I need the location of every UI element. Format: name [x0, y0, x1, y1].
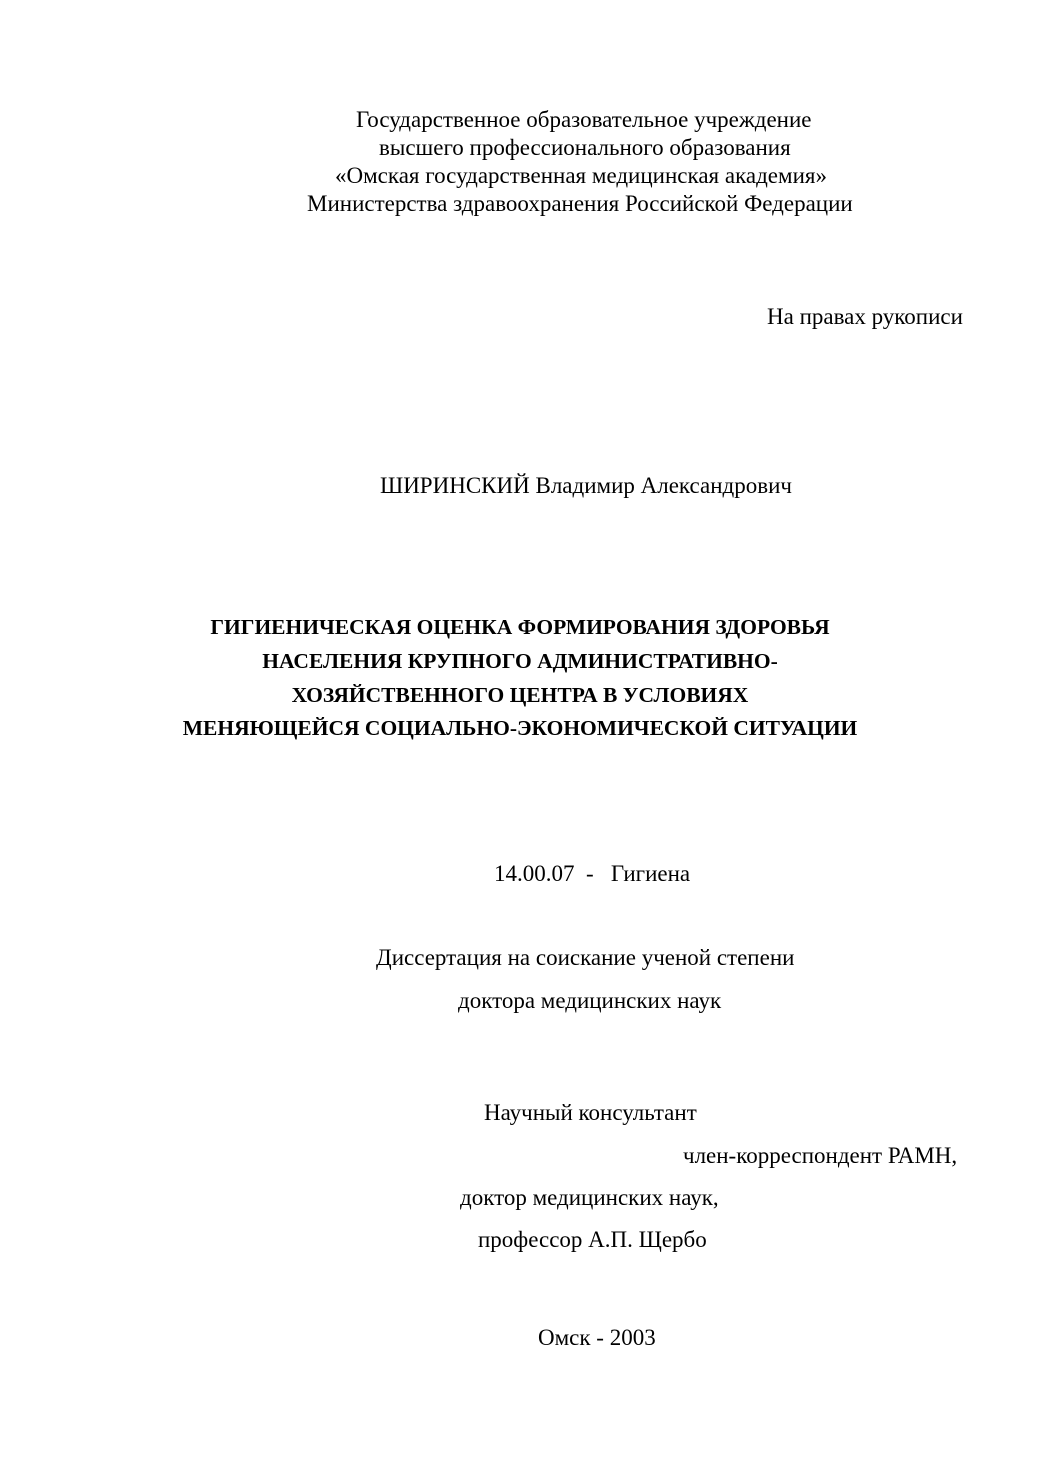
manuscript-note: На правах рукописи — [767, 304, 963, 329]
place-year: Омск - 2003 — [538, 1325, 656, 1350]
consultant-line-3: профессор А.П. Щербо — [478, 1227, 707, 1252]
title-line-4: МЕНЯЮЩЕЙСЯ СОЦИАЛЬНО-ЭКОНОМИЧЕСКОЙ СИТУАЦИИ — [182, 716, 858, 740]
degree-line-1: Диссертация на соискание ученой степени — [376, 945, 795, 970]
consultant-line-1: член-корреспондент РАМН, — [683, 1143, 958, 1168]
title-line-1: ГИГИЕНИЧЕСКАЯ ОЦЕНКА ФОРМИРОВАНИЯ ЗДОРОВЬЯ — [210, 615, 830, 639]
consultant-line-2: доктор медицинских наук, — [460, 1185, 719, 1210]
author-name: ШИРИНСКИЙ Владимир Александрович — [380, 473, 792, 498]
title-line-2: НАСЕЛЕНИЯ КРУПНОГО АДМИНИСТРАТИВНО- — [262, 649, 778, 673]
institution-line-3: «Омская государственная медицинская академия» — [335, 163, 827, 188]
institution-line-1: Государственное образовательное учреждение — [356, 107, 812, 132]
specialty: 14.00.07 - Гигиена — [494, 861, 691, 886]
consultant-heading: Научный консультант — [484, 1100, 697, 1125]
title-line-3: ХОЗЯЙСТВЕННОГО ЦЕНТРА В УСЛОВИЯХ — [291, 683, 749, 707]
degree-line-2: доктора медицинских наук — [458, 988, 722, 1013]
institution-line-4: Министерства здравоохранения Российской Федерации — [307, 191, 853, 216]
institution-line-2: высшего профессионального образования — [379, 135, 791, 160]
